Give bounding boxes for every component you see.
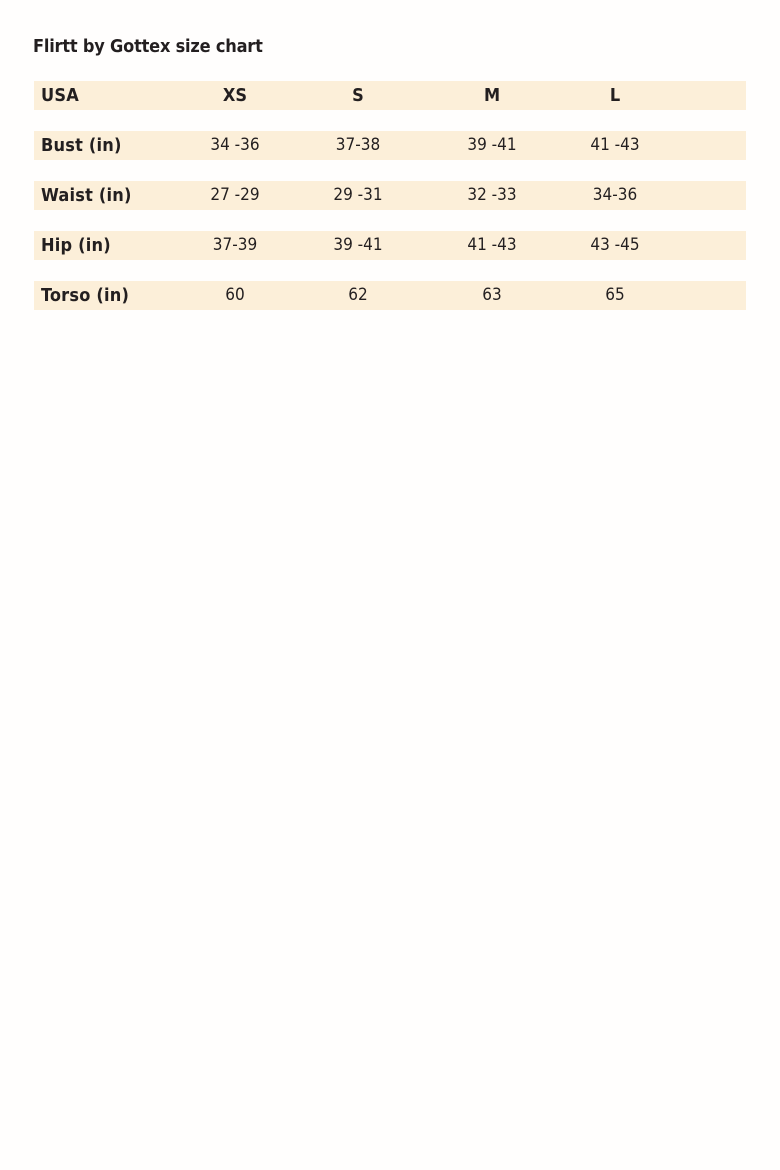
table-cell: 39 -41 [333,235,383,255]
table-cell: 34-36 [592,185,638,205]
row-label-bust: Bust (in) [41,135,122,156]
column-header-s: S [352,85,364,106]
table-header-row [34,81,746,110]
row-label-waist: Waist (in) [41,185,132,206]
column-header-xs: XS [222,85,248,106]
header-label: USA [41,85,79,106]
table-cell: 34 -36 [210,135,260,155]
table-cell: 29 -31 [333,185,383,205]
page-title: Flirtt by Gottex size chart [33,36,263,57]
table-cell: 37-38 [335,135,381,155]
table-row-torso [34,281,746,310]
column-header-m: M [483,85,501,106]
table-cell: 41 -43 [467,235,517,255]
table-cell: 63 [482,285,502,305]
column-header-l: L [609,85,621,106]
size-chart-table [34,81,746,310]
table-cell: 37-39 [212,235,258,255]
row-label-hip: Hip (in) [41,235,111,256]
table-row-bust [34,131,746,160]
table-cell: 32 -33 [467,185,517,205]
table-row-hip [34,231,746,260]
row-label-torso: Torso (in) [41,285,130,306]
table-cell: 60 [225,285,245,305]
table-cell: 43 -45 [590,235,640,255]
table-cell: 62 [348,285,368,305]
table-cell: 27 -29 [210,185,260,205]
table-cell: 39 -41 [467,135,517,155]
table-row-waist [34,181,746,210]
table-cell: 41 -43 [590,135,640,155]
table-cell: 65 [605,285,625,305]
